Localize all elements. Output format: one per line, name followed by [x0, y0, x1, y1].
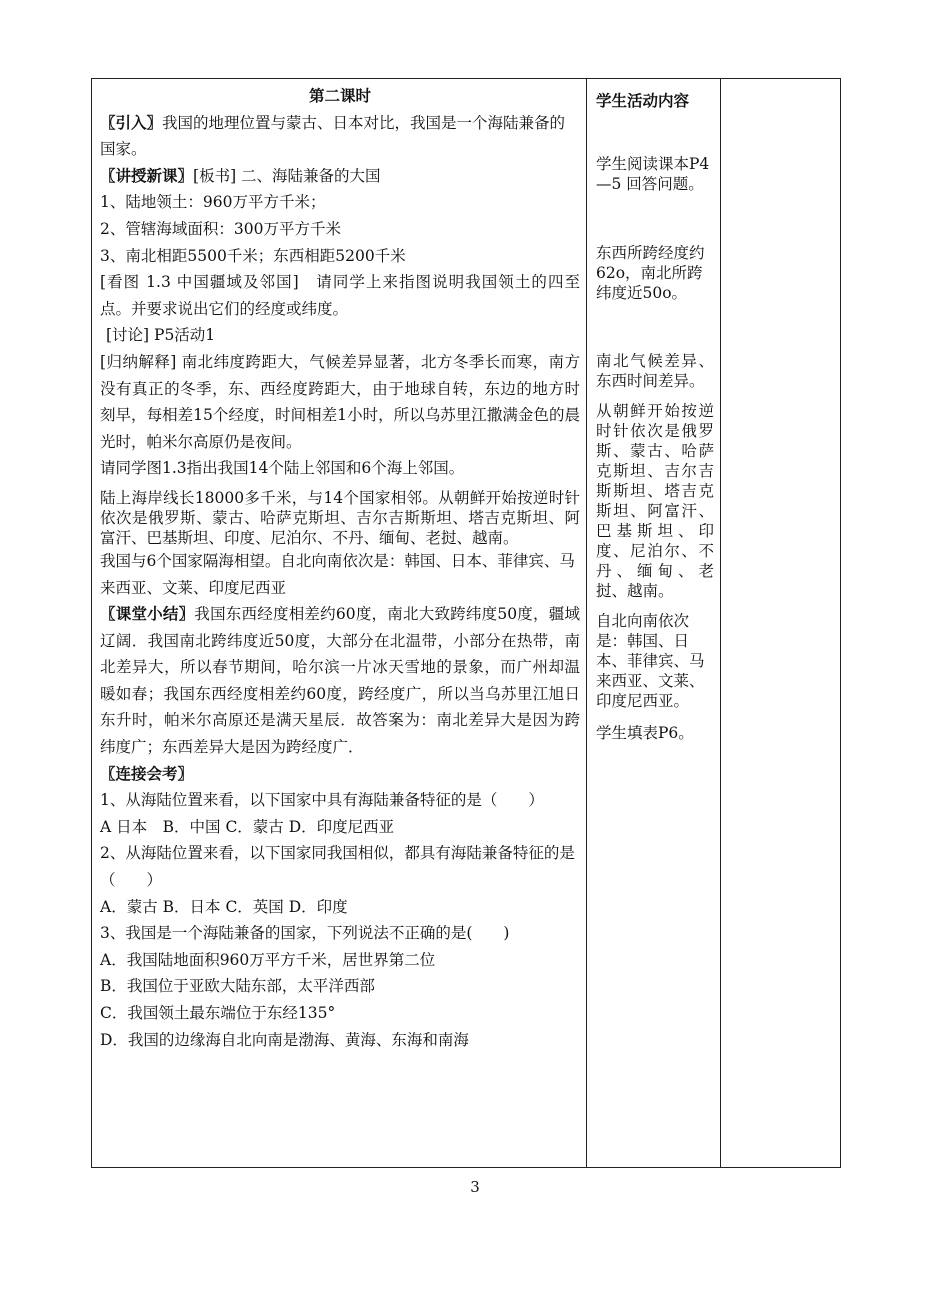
see-map-paragraph: [看图 1.3 中国疆域及邻国] 请同学上来指图说明我国领土的四至点。并要求说出它们的经度或纬度。	[100, 273, 580, 318]
activity-note: 学生阅读课本P4—5 回答问题。	[596, 155, 710, 193]
column-divider-1	[586, 79, 587, 1167]
student-activity-column	[596, 91, 714, 743]
lecture-text: [板书] 二、海陆兼备的大国	[193, 166, 381, 185]
summary-explain-paragraph: [归纳解释] 南北纬度跨距大，气候差异显著，北方冬季长而寒，南方没有真正的冬季，东、西经度跨距大，由于地球自转，东边的地方时刻早，每相差15个经度，时间相差1小时，所以乌苏里江撒满金色的晨光时，帕米尔高原仍是夜间。	[100, 352, 580, 451]
class-summary-paragraph	[100, 601, 580, 761]
question-line: 2、从海陆位置来看，以下国家同我国相似，都具有海陆兼备特征的是（ ）	[100, 844, 575, 890]
question-line: 3、我国是一个海陆兼备的国家，下列说法不正确的是( )	[100, 924, 510, 943]
exam-label: 〖连接会考〗	[100, 764, 194, 783]
question-line: A．我国陆地面积960万平方千米，居世界第二位	[100, 950, 436, 969]
class-summary-label: 〖课堂小结〗	[100, 605, 195, 624]
lecture-label: 〖讲授新课〗	[100, 166, 194, 185]
question-line: D．我国的边缘海自北向南是渤海、黄海、东海和南海	[100, 1030, 469, 1049]
activity-note: 南北气候差异、东西时间差异。	[596, 352, 714, 390]
point-item: 2、管辖海域面积：300万平方千米	[100, 219, 341, 238]
page-number: 3	[470, 1178, 480, 1196]
question-line: A 日本 B．中国 C．蒙古 D．印度尼西亚	[100, 817, 395, 836]
discuss-paragraph: [讨论] P5活动1	[106, 326, 216, 345]
activity-note: 东西所跨经度约62o，南北所跨纬度近50o。	[596, 244, 705, 302]
intro-label: 〖引入〗	[100, 113, 163, 132]
point-item: 3、南北相距5500千米；东西相距5200千米	[100, 246, 406, 265]
lecture-paragraph	[100, 163, 580, 190]
class-summary-text: 我国东西经度相差约60度，南北大致跨纬度50度，疆域辽阔．我国南北跨纬度近50度，大部分在北温带，小部分在热带，南北差异大，所以春节期间，哈尔滨一片冰天雪地的景象，而广州却温暖如春；我国东西经度相差约60度，跨经度广，所以当乌苏里江旭日东升时，帕米尔高原还是满天星辰．故答案为：南北差异大是因为跨纬度广；东西差异大是因为跨经度广．	[100, 605, 580, 757]
intro-paragraph	[100, 110, 580, 163]
question-line: B．我国位于亚欧大陆东部，太平洋西部	[100, 977, 375, 996]
neighbors-task-paragraph: 请同学图1.3指出我国14个陆上邻国和6个海上邻国。	[100, 459, 465, 478]
intro-text: 我国的地理位置与蒙古、日本对比，我国是一个海陆兼备的国家。	[100, 113, 566, 159]
lesson-title: 第二课时	[308, 87, 371, 105]
question-line: A．蒙古 B．日本 C．英国 D．印度	[100, 897, 348, 916]
student-activity-header: 学生活动内容	[596, 92, 690, 110]
sea-neighbors-paragraph: 我国与6个国家隔海相望。自北向南依次是：韩国、日本、菲律宾、马来西亚、文莱、印度尼西亚	[100, 551, 575, 597]
question-line: C．我国领土最东端位于东经135°	[100, 1004, 336, 1022]
column-divider-2	[720, 79, 721, 1167]
lesson-content-column	[100, 83, 580, 1053]
lesson-table	[91, 78, 841, 1168]
question-line: 1、从海陆位置来看，以下国家中具有海陆兼备特征的是（ ）	[100, 791, 544, 810]
activity-note: 学生填表P6。	[596, 724, 694, 742]
land-border-paragraph: 陆上海岸线长18000多千米，与14个国家相邻。从朝鲜开始按逆时针依次是俄罗斯、蒙古、哈萨克斯坦、吉尔吉斯斯坦、塔吉克斯坦、阿富汗、巴基斯坦、印度、尼泊尔、不丹、缅甸、老挝、越南。	[100, 488, 580, 547]
activity-note: 自北向南依次是：韩国、日本、菲律宾、马来西亚、文莱、印度尼西亚。	[596, 612, 705, 710]
point-item: 1、陆地领土：960万平方千米；	[100, 193, 326, 212]
activity-note: 从朝鲜开始按逆时针依次是俄罗斯、蒙古、哈萨克斯坦、吉尔吉斯斯坦、塔吉克斯坦、阿富汗、巴基斯坦、印度、尼泊尔、不丹、缅甸、老挝、越南。	[596, 402, 714, 600]
